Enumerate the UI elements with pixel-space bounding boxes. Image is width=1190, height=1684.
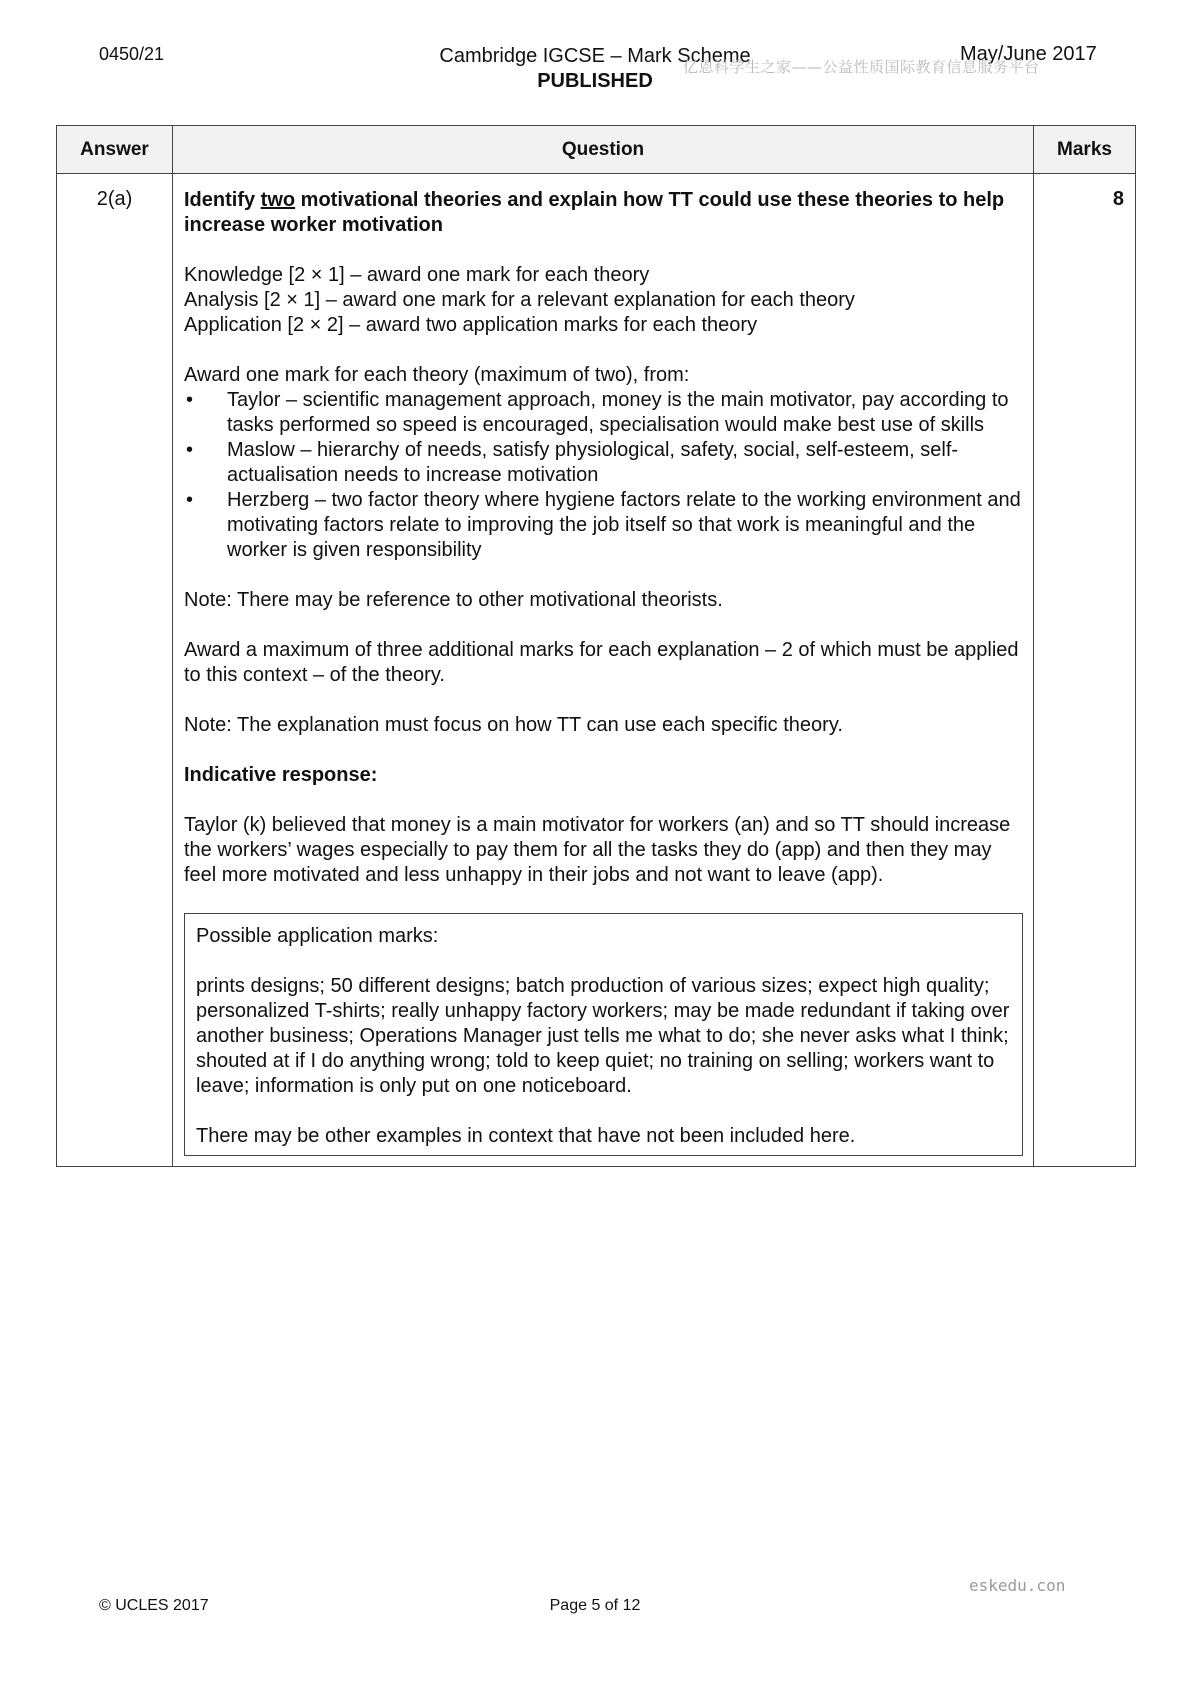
criterion-knowledge: Knowledge [2 × 1] – award one mark for each theory	[184, 264, 650, 286]
list-item: • Taylor – scientific management approach, money is the main motivator, pay according to tasks performed so speed is encouraged, specialisation would make best use of skills	[184, 388, 1023, 438]
indicative-response: Taylor (k) believed that money is a main motivator for workers (an) and so TT should increase the workers’ wages especially to pay them for all the tasks they do (app) and then they may feel more motivated and less unhappy in their jobs and not want to leave (app).	[184, 814, 1011, 886]
theory-list	[184, 388, 1023, 563]
mark-criteria	[184, 263, 1023, 338]
paper-code: 0450/21	[99, 44, 165, 64]
question-title	[184, 188, 1023, 238]
table-header-row	[57, 126, 1136, 174]
exam-session: May/June 2017	[960, 43, 1097, 65]
page-number: Page 5 of 12	[549, 1597, 641, 1614]
answer-column-header: Answer	[57, 126, 173, 174]
application-box-heading: Possible application marks:	[196, 925, 439, 947]
published-label: PUBLISHED	[537, 70, 653, 92]
criterion-analysis: Analysis [2 × 1] – award one mark for a relevant explanation for each theory	[184, 289, 855, 311]
note-other-theorists: Note: There may be reference to other motivational theorists.	[184, 589, 723, 611]
document-title: Cambridge IGCSE – Mark Scheme	[439, 45, 751, 67]
marks-value: 8	[1034, 174, 1136, 1167]
list-item: • Maslow – hierarchy of needs, satisfy physiological, safety, social, self-esteem, self-actualisation needs to increase motivation	[184, 438, 1023, 488]
table-row	[57, 174, 1136, 1167]
application-box-footer: There may be other examples in context that have not been included here.	[196, 1125, 856, 1147]
question-column-header: Question	[173, 126, 1034, 174]
footer-watermark: eskedu.con	[969, 1576, 1066, 1595]
mark-scheme-table	[56, 125, 1136, 1167]
application-marks-box	[184, 913, 1023, 1156]
application-box-body: prints designs; 50 different designs; batch production of various sizes; expect high quality; personalized T-shirts; really unhappy factory workers; may be made redundant if taking over another business; Operations Manager just tells me what to do; she never asks what I think; shouted at if I do anything wrong; told to keep quiet; no training on selling; workers want to leave; information is only put on one noticeboard.	[196, 975, 1010, 1097]
award-maximum-note: Award a maximum of three additional marks for each explanation – 2 of which must be applied to this context – of the theory.	[184, 639, 1019, 686]
question-title-start: Identify	[184, 189, 261, 211]
award-intro: Award one mark for each theory (maximum of two), from:	[184, 364, 690, 386]
criterion-application: Application [2 × 2] – award two application marks for each theory	[184, 314, 758, 336]
indicative-heading: Indicative response:	[184, 764, 378, 786]
question-title-end: motivational theories and explain how TT could use these theories to help increase worker motivation	[184, 189, 1005, 236]
note-explanation-focus: Note: The explanation must focus on how TT can use each specific theory.	[184, 714, 843, 736]
copyright-notice: © UCLES 2017	[99, 1597, 209, 1614]
marks-column-header: Marks	[1034, 126, 1136, 174]
theory-section	[184, 363, 1023, 563]
question-title-emphasis: two	[260, 189, 296, 211]
question-cell	[173, 174, 1034, 1167]
answer-number: 2(a)	[57, 174, 173, 1167]
watermark-text: 亿恩科学生之家——公益性质国际教育信息服务平台	[683, 58, 1040, 76]
list-item: • Herzberg – two factor theory where hygiene factors relate to the working environment and motivating factors relate to improving the job itself so that work is meaningful and the worker is given responsibility	[184, 488, 1023, 563]
